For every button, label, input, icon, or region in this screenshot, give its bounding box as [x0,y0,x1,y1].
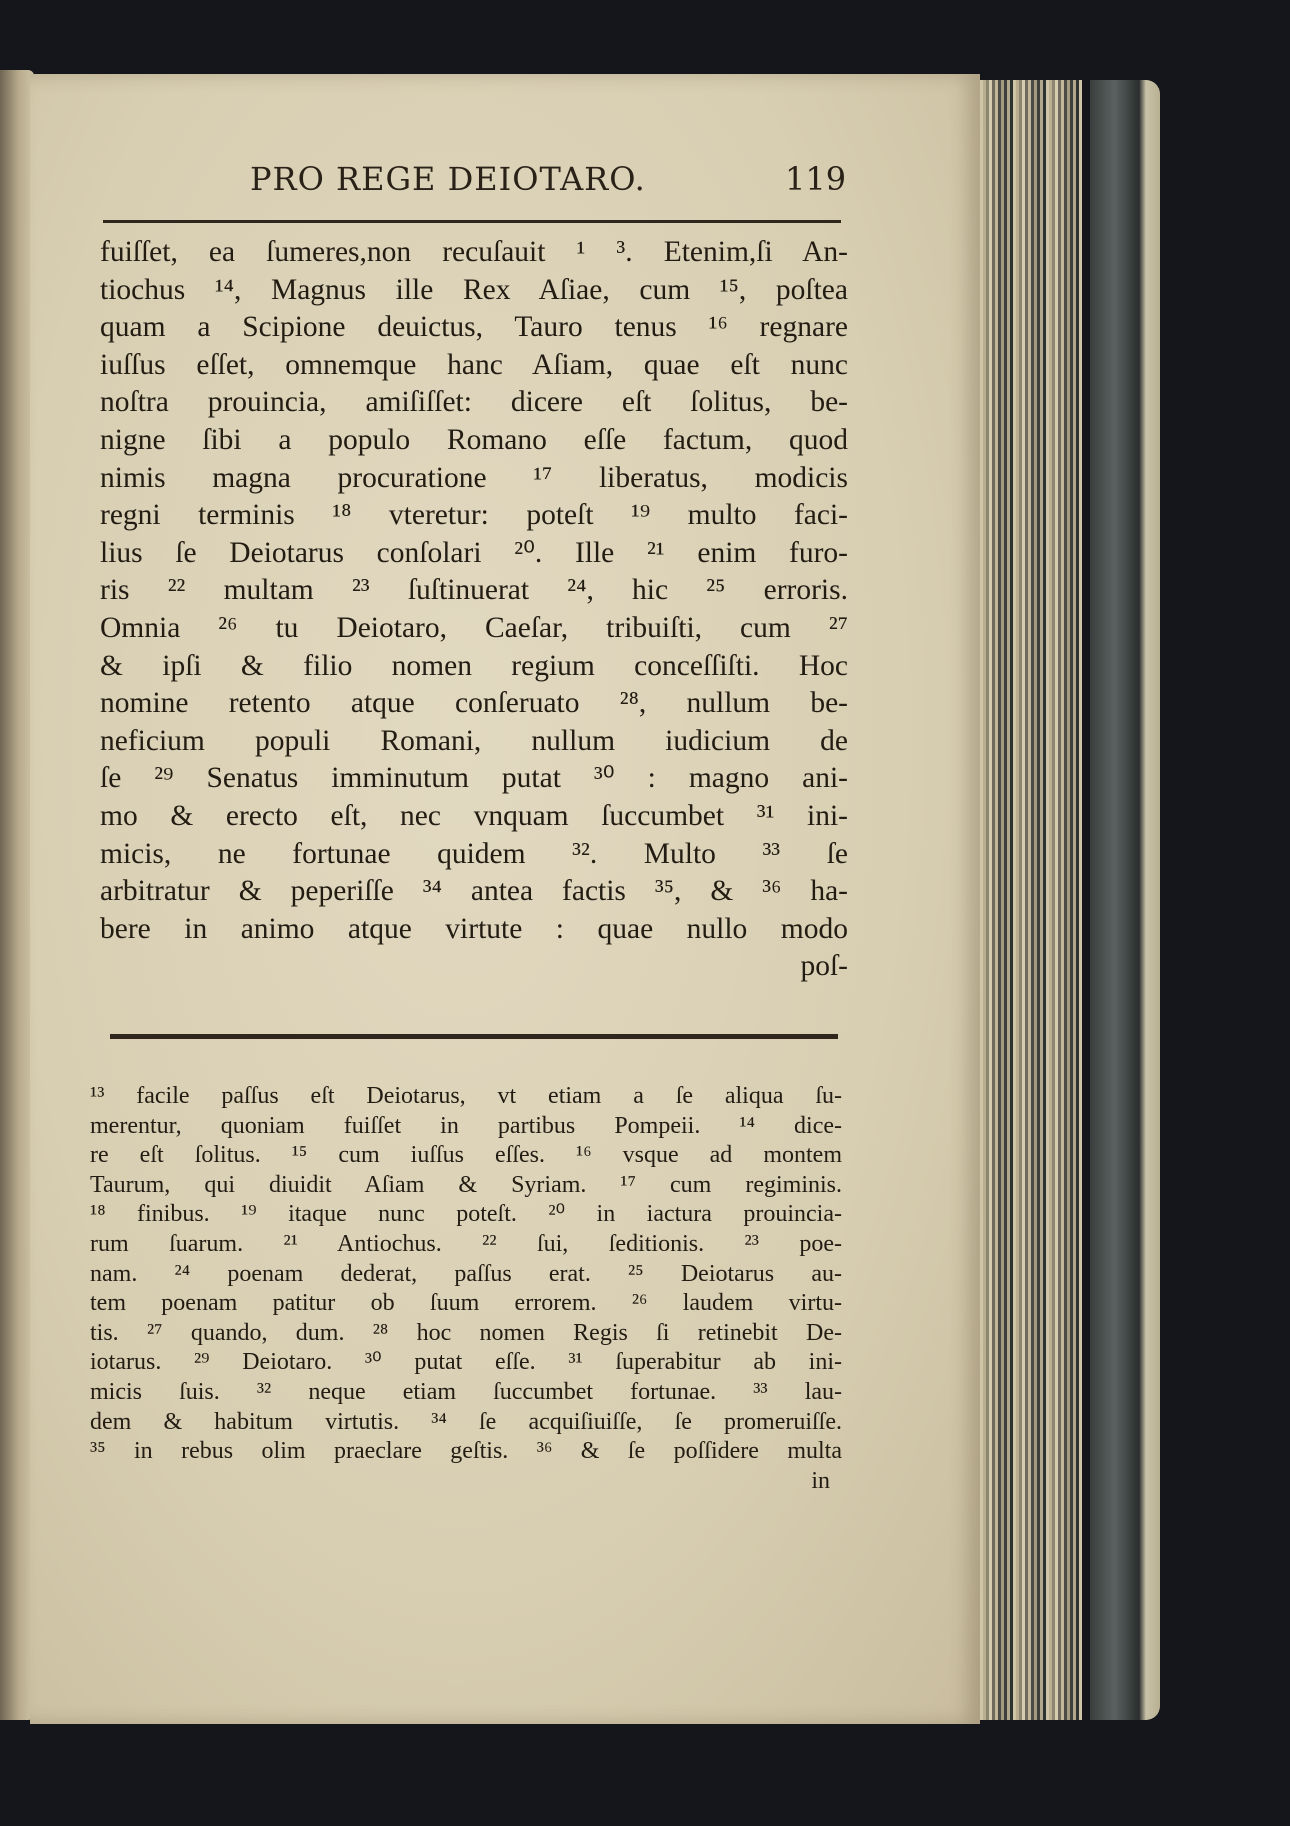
text-line: ſe ²⁹ Senatus imminutum putat ³⁰ : magno ani- [100,762,848,795]
book-cover-edge [1090,80,1160,1720]
footnote-line: Taurum, qui diuidit Aſiam & Syriam. ¹⁷ cum regiminis. [90,1171,842,1198]
text-line: mo & erecto eſt, nec vnquam ſuccumbet ³¹ ini- [100,799,848,832]
footnote-line: ¹³ facile paſſus eſt Deiotarus, vt etiam a ſe aliqua ſu- [90,1083,842,1109]
text-line: quam a Scipione deuictus, Tauro tenus ¹⁶ regnare [100,311,848,344]
text-line: arbitratur & peperiſſe ³⁴ antea factis ³⁵, & ³⁶ ha- [100,875,848,908]
text-line: fuiſſet, ea ſumeres,non recuſauit ¹ ³. Etenim,ſi An- [100,236,848,268]
text-line: nimis magna procuratione ¹⁷ liberatus, modicis [100,461,848,494]
text-line: bere in animo atque virtute : quae nullo modo [100,912,848,945]
text-line: ris ²² multam ²³ ſuſtinuerat ²⁴, hic ²⁵ erroris. [100,574,848,607]
footnote-line: tis. ²⁷ quando, dum. ²⁸ hoc nomen Regis ſi retinebit De- [90,1319,842,1346]
footnote-line: nam. ²⁴ poenam dederat, paſſus erat. ²⁵ Deiotarus au- [90,1260,842,1287]
footnote-line: merentur, quoniam fuiſſet in partibus Pompeii. ¹⁴ dice- [90,1112,842,1139]
footnote-line: ¹⁸ finibus. ¹⁹ itaque nunc poteſt. ²⁰ in iactura prouincia- [90,1201,842,1228]
text-line: noſtra prouincia, amiſiſſet: dicere eſt ſolitus, be- [100,386,848,419]
text-line: iuſſus eſſet, omnemque hanc Aſiam, quae eſt nunc [100,348,848,381]
footnote-rule [110,1034,838,1039]
header-rule [103,220,841,223]
text-line: poſ- [800,950,848,983]
footnote-line: rum ſuarum. ²¹ Antiochus. ²² ſui, ſeditionis. ²³ poe- [90,1230,842,1257]
text-line: micis, ne fortunae quidem ³². Multo ³³ ſe [100,837,848,870]
facing-page-edge [0,70,34,1720]
footnotes [90,1082,842,1496]
footnote-line: in [811,1467,830,1494]
text-line: lius ſe Deiotarus conſolari ²⁰. Ille ²¹ enim furo- [100,536,848,569]
text-line: neficium populi Romani, nullum iudicium de [100,724,848,757]
page-leaf [1079,80,1082,1720]
text-line: nigne ſibi a populo Romano eſſe factum, quod [100,423,848,456]
text-line: tiochus ¹⁴, Magnus ille Rex Aſiae, cum ¹⁵, poſtea [100,273,848,306]
text-line: regni terminis ¹⁸ vteretur: poteſt ¹⁹ multo faci- [100,499,848,532]
footnote-line: dem & habitum virtutis. ³⁴ ſe acquiſiuiſſe, ſe promeruiſſe. [90,1408,842,1435]
footnote-line: tem poenam patitur ob ſuum errorem. ²⁶ laudem virtu- [90,1290,842,1317]
running-head: PRO REGE DEIOTARO. [250,160,646,198]
footnote-line: iotarus. ²⁹ Deiotaro. ³⁰ putat eſſe. ³¹ ſuperabitur ab ini- [90,1349,842,1376]
text-line: nomine retento atque conſeruato ²⁸, nullum be- [100,687,848,720]
main-text [100,234,848,986]
footnote-line: ³⁵ in rebus olim praeclare geſtis. ³⁶ & ſe poſſidere multa [90,1438,842,1465]
footnote-line: micis ſuis. ³² neque etiam ſuccumbet fortunae. ³³ lau- [90,1378,842,1405]
text-line: & ipſi & filio nomen regium conceſſiſti. Hoc [100,649,848,682]
page-number: 119 [785,160,847,198]
text-line: Omnia ²⁶ tu Deiotaro, Caeſar, tribuiſti, cum ²⁷ [100,611,848,644]
footnote-line: re eſt ſolitus. ¹⁵ cum iuſſus eſſes. ¹⁶ vsque ad montem [90,1142,842,1169]
